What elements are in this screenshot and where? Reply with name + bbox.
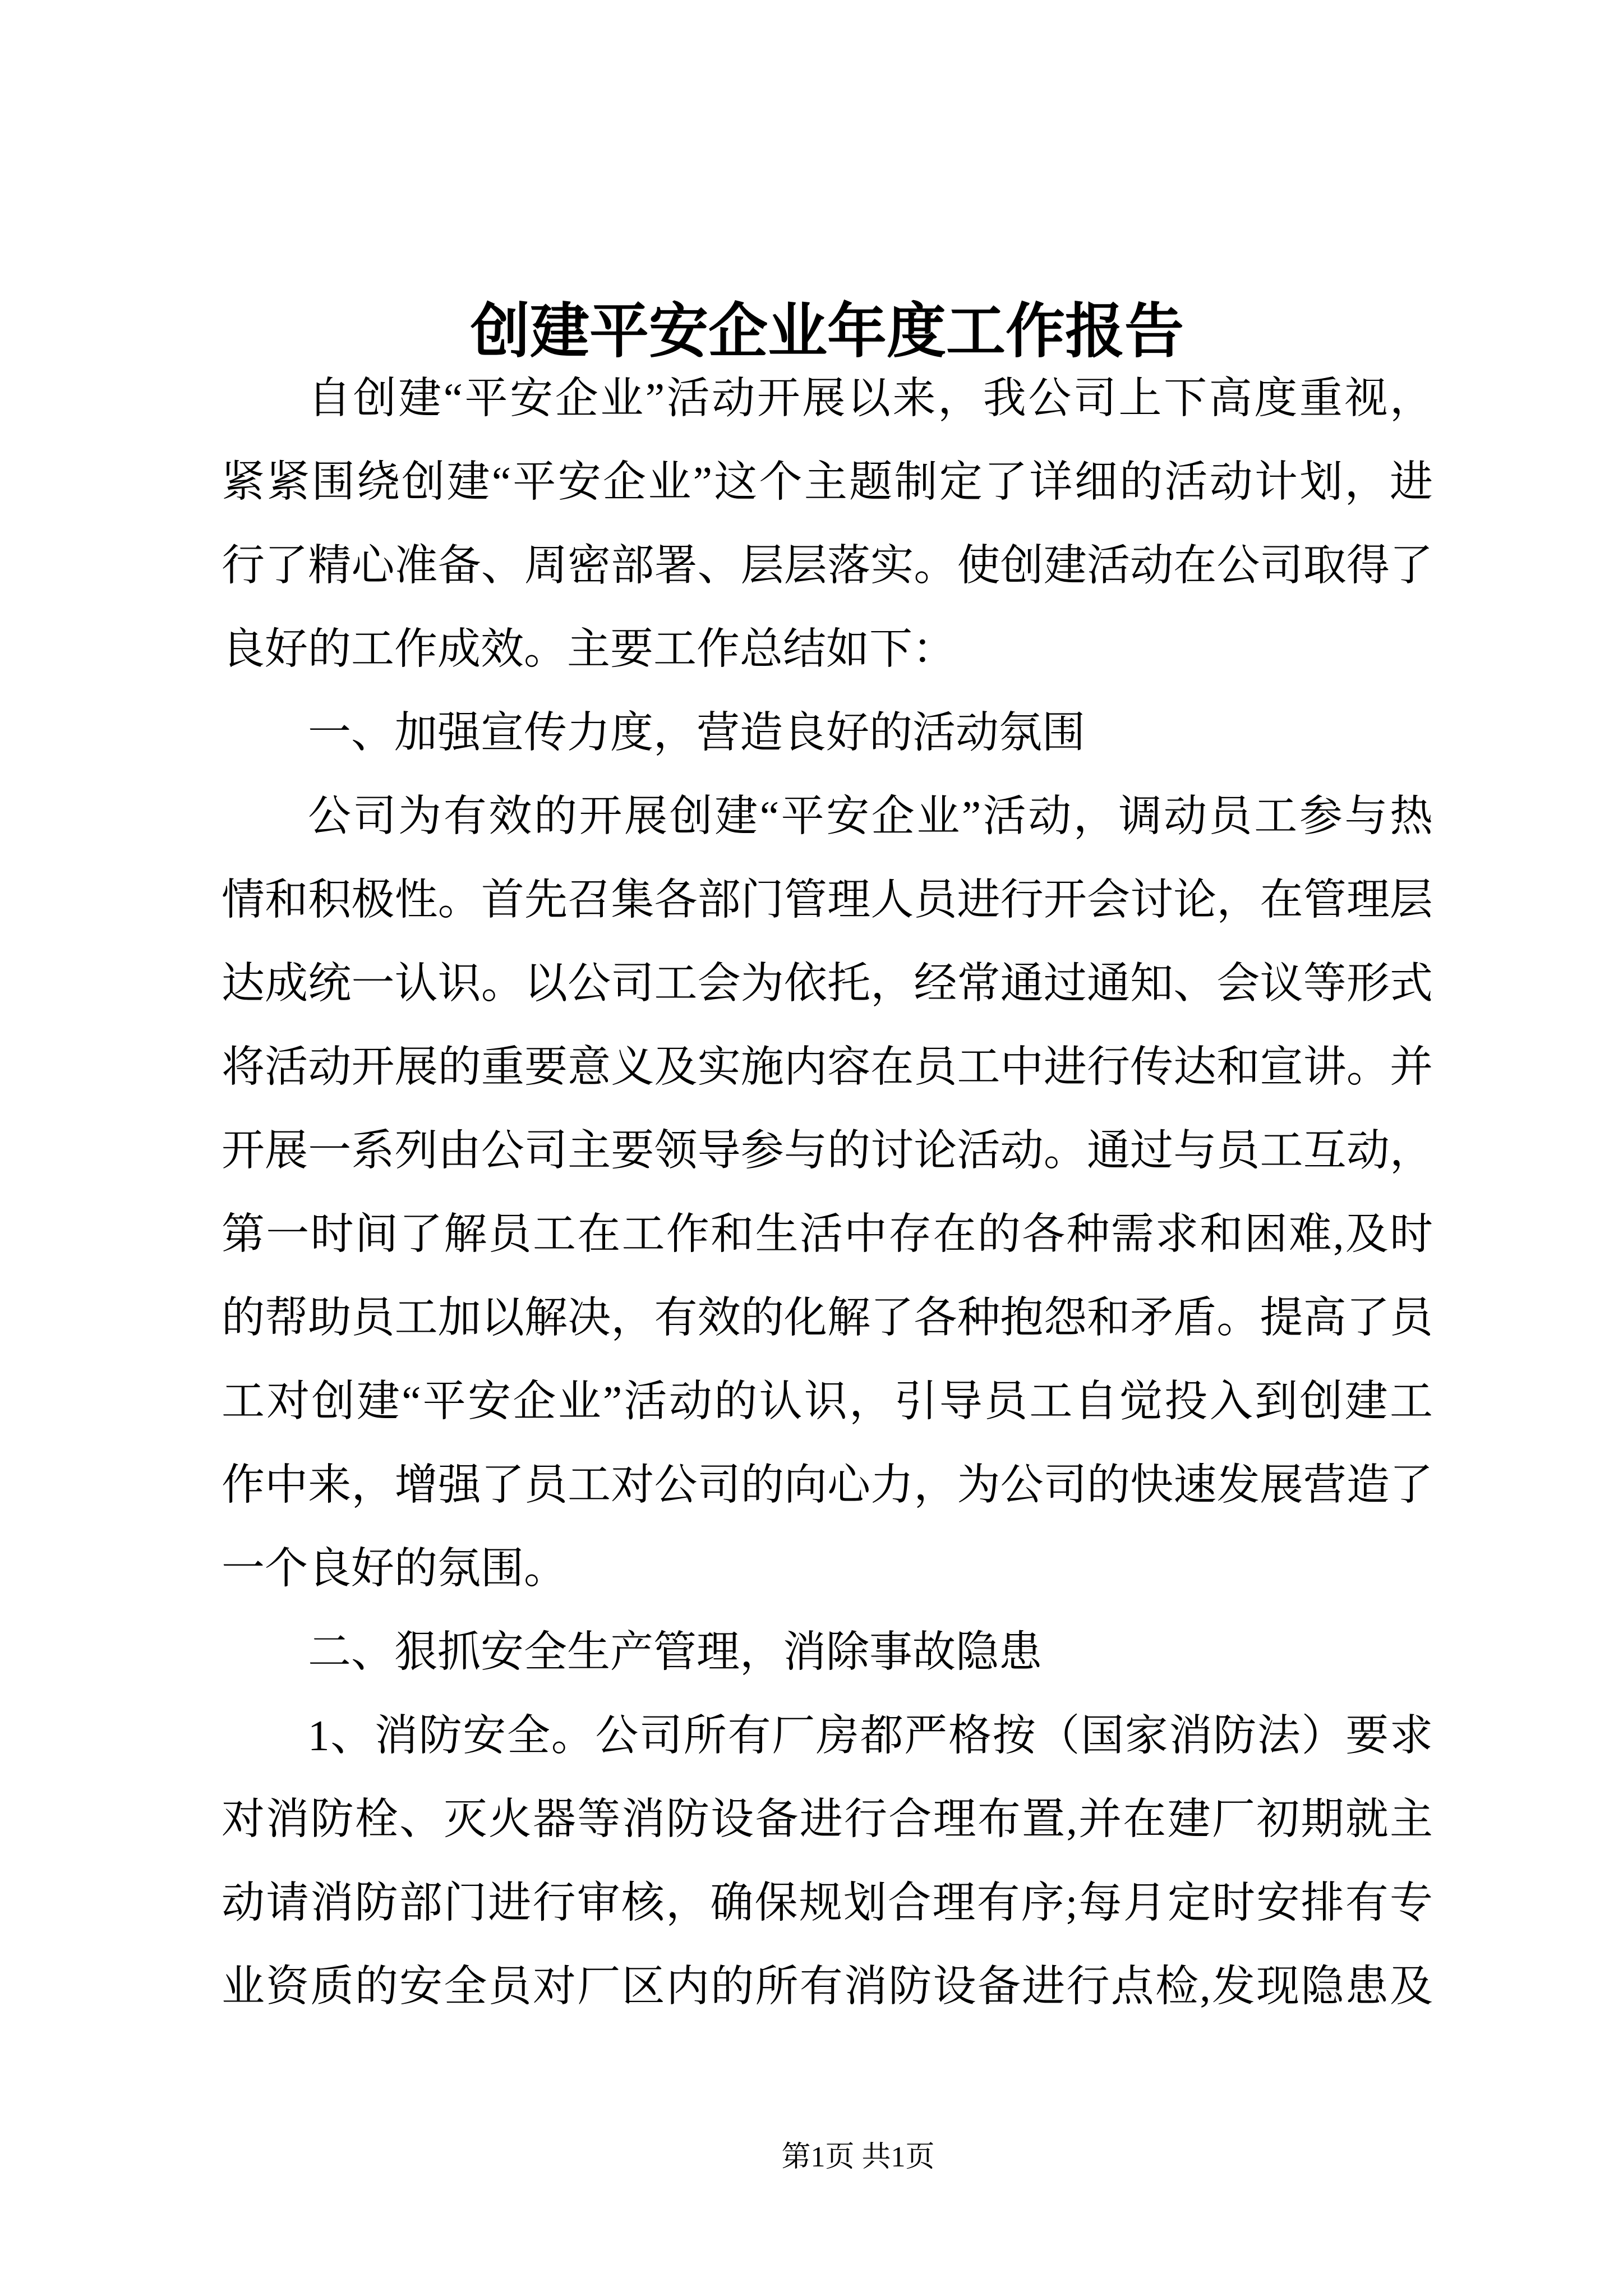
paragraph-line: 自创建“平安企业”活动开展以来，我公司上下高度重视，: [308, 374, 1433, 422]
paragraph-line: 的帮助员工加以解决，有效的化解了各种抱怨和矛盾。提高了员: [222, 1294, 1433, 1342]
paragraph-line: 对消防栓、灭火器等消防设备进行合理布置,并在建厂初期就主: [222, 1795, 1433, 1843]
document-title: 创建平安企业年度工作报告: [471, 299, 1184, 365]
paragraph-line: 作中来，增强了员工对公司的向心力，为公司的快速发展营造了: [222, 1461, 1433, 1509]
paragraph-line: 业资质的安全员对厂区内的所有消防设备进行点检,发现隐患及: [222, 1962, 1433, 2010]
page-number-footer: 第1页 共1页: [781, 2141, 935, 2173]
paragraph-line: 1、消防安全。公司所有厂房都严格按（国家消防法）要求: [308, 1711, 1433, 1760]
paragraph-line: 紧紧围绕创建“平安企业”这个主题制定了详细的活动计划，进: [222, 458, 1433, 506]
section-heading: 二、狠抓安全生产管理，消除事故隐患: [308, 1628, 1042, 1676]
paragraph-line: 开展一系列由公司主要领导参与的讨论活动。通过与员工互动，: [222, 1126, 1433, 1175]
paragraph-line: 情和积极性。首先召集各部门管理人员进行开会讨论，在管理层: [222, 876, 1433, 924]
paragraph-line: 良好的工作成效。主要工作总结如下：: [222, 625, 956, 673]
paragraph-line: 公司为有效的开展创建“平安企业”活动，调动员工参与热: [308, 792, 1433, 840]
paragraph-line: 达成统一认识。以公司工会为依托，经常通过通知、会议等形式: [222, 959, 1433, 1007]
paragraph-line: 工对创建“平安企业”活动的认识，引导员工自觉投入到创建工: [222, 1377, 1433, 1425]
document-body: [222, 357, 1433, 2028]
paragraph-line: 一个良好的氛围。: [222, 1544, 567, 1593]
paragraph-line: 第一时间了解员工在工作和生活中存在的各种需求和困难,及时: [222, 1210, 1433, 1258]
paragraph-line: 行了精心准备、周密部署、层层落实。使创建活动在公司取得了: [222, 541, 1433, 590]
paragraph-line: 动请消防部门进行审核，确保规划合理有序;每月定时安排有专: [222, 1879, 1433, 1927]
paragraph-line: 将活动开展的重要意义及实施内容在员工中进行传达和宣讲。并: [222, 1043, 1433, 1091]
section-heading: 一、加强宣传力度，营造良好的活动氛围: [308, 708, 1085, 757]
